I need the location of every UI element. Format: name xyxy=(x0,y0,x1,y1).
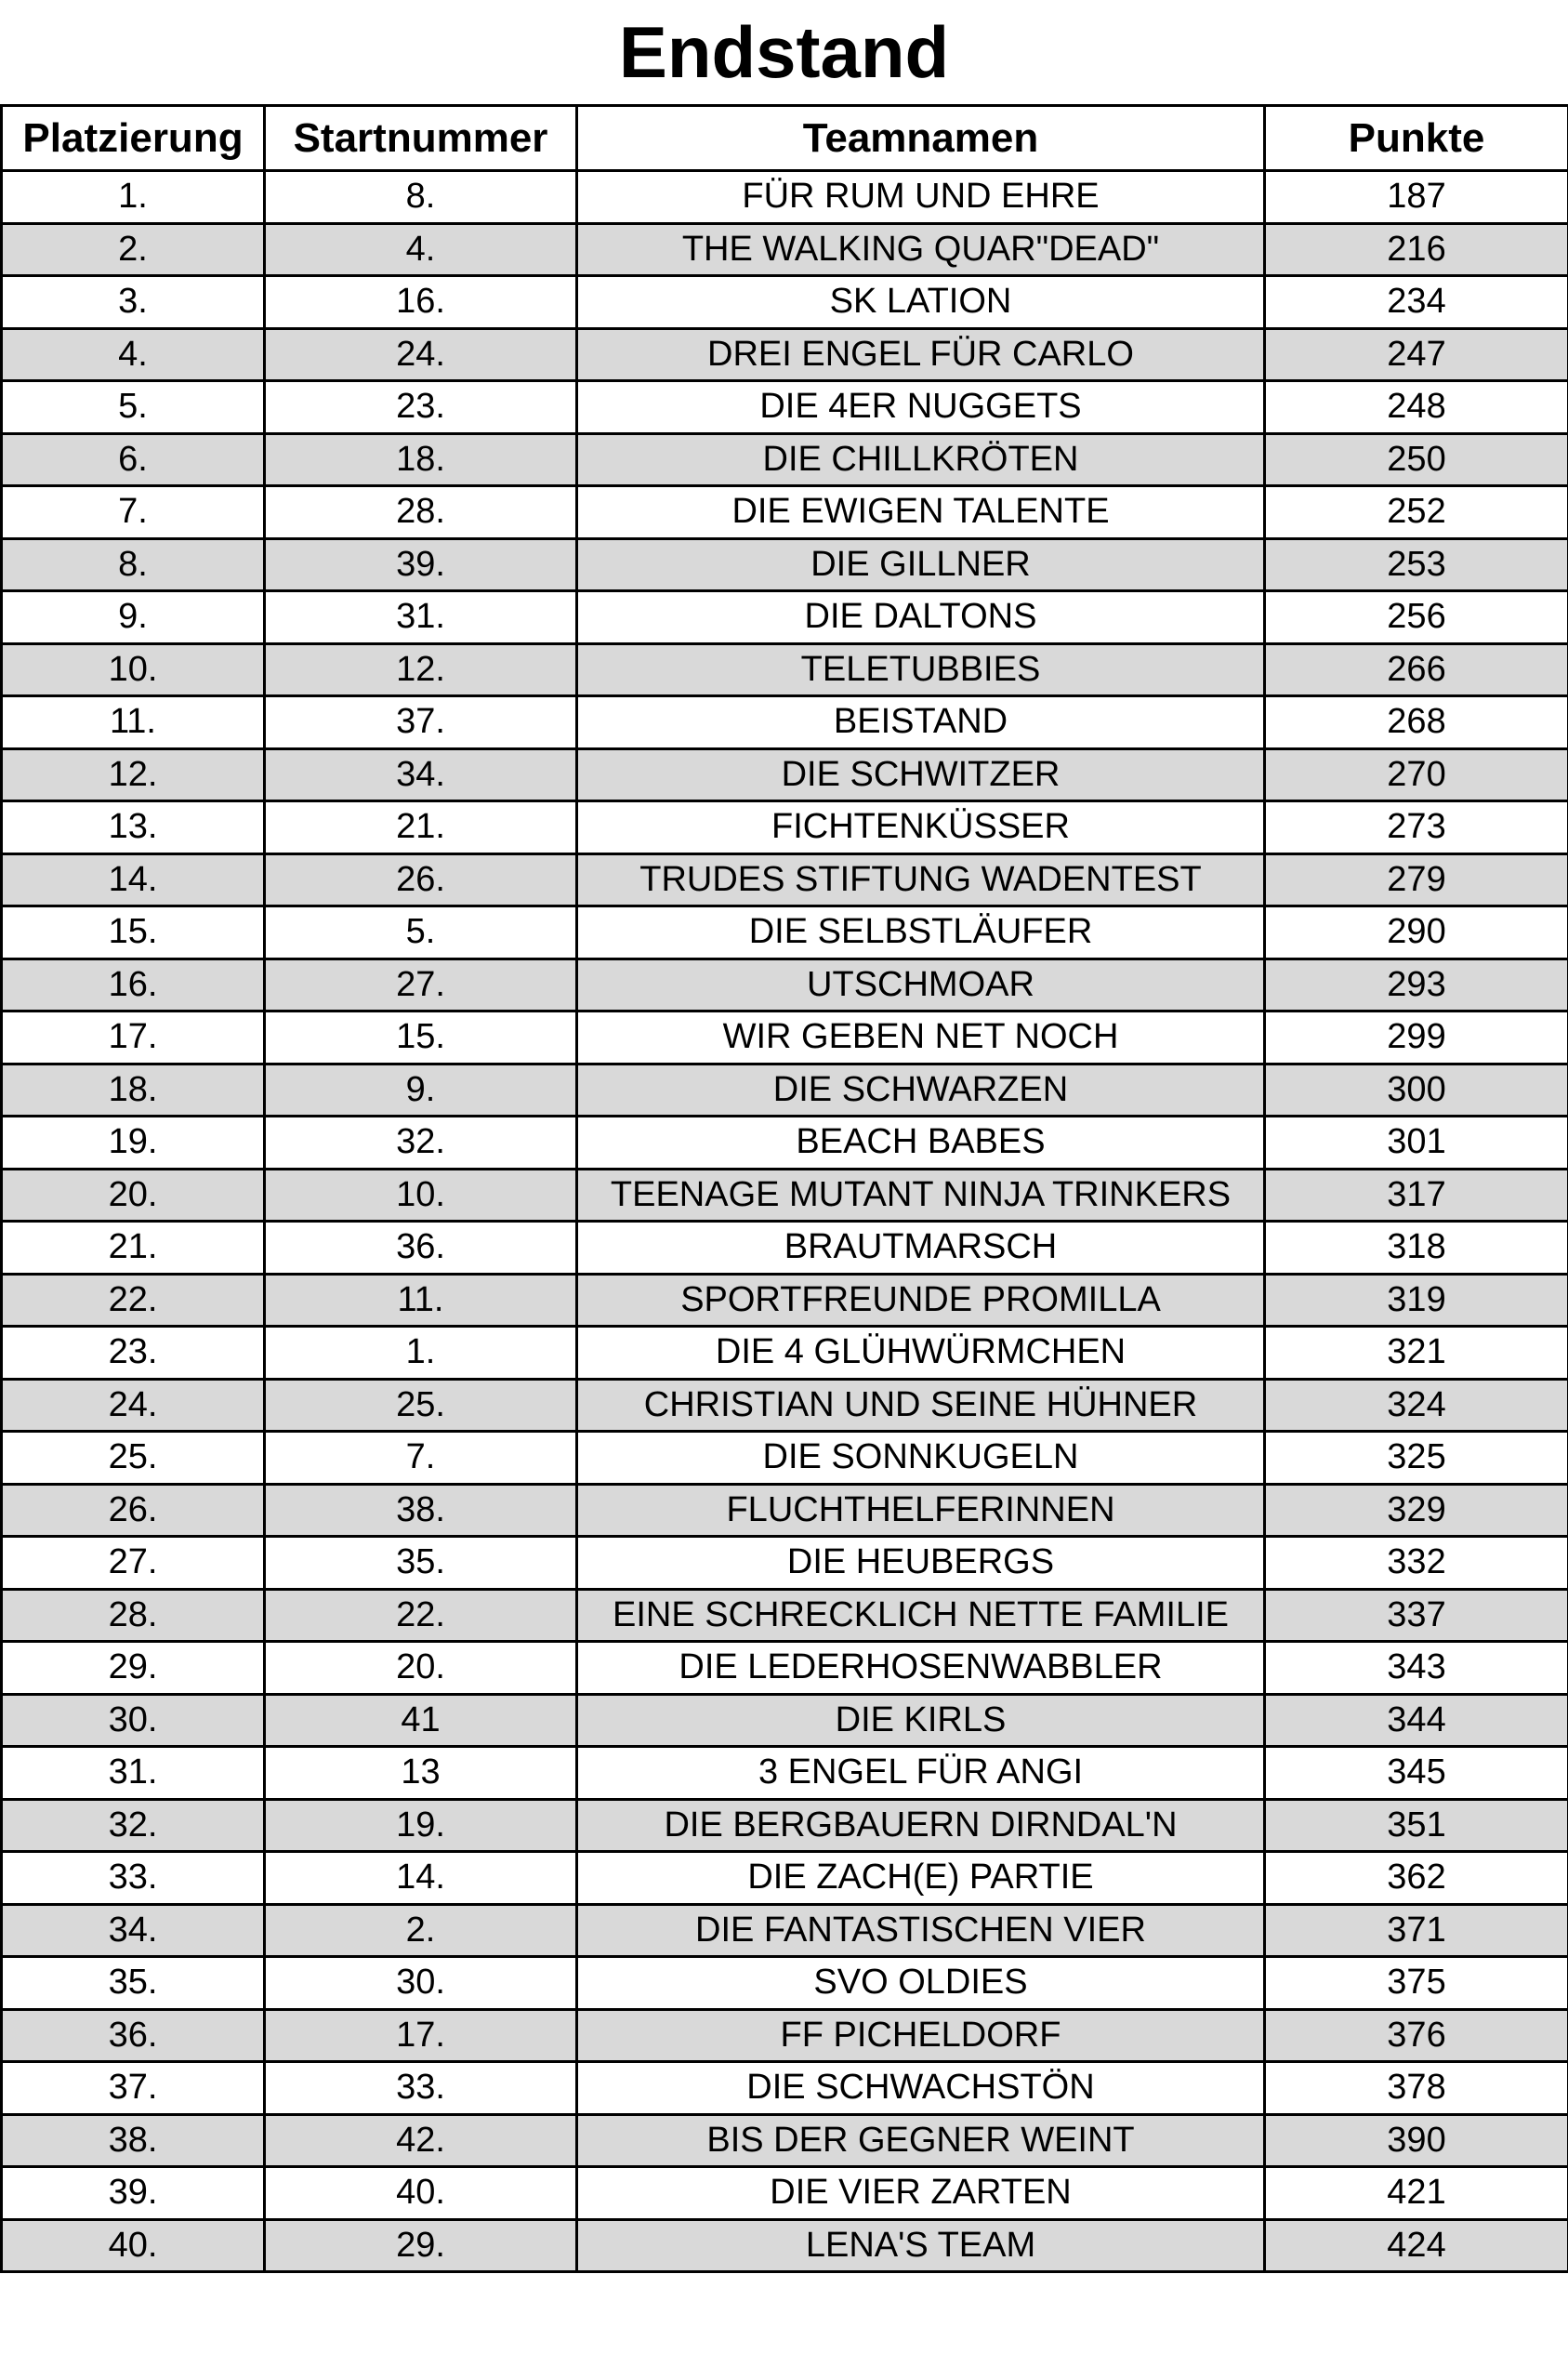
table-row xyxy=(2,223,1568,276)
table-row xyxy=(2,696,1568,749)
placement-cell: 29. xyxy=(2,1642,265,1695)
points-cell: 300 xyxy=(1265,1064,1568,1117)
team-name-cell: FÜR RUM UND EHRE xyxy=(577,171,1265,224)
start-number-cell: 14. xyxy=(265,1852,577,1905)
start-number-cell: 24. xyxy=(265,328,577,381)
points-cell: 293 xyxy=(1265,959,1568,1012)
team-name-cell: FLUCHTHELFERINNEN xyxy=(577,1484,1265,1537)
start-number-cell: 40. xyxy=(265,2167,577,2220)
placement-cell: 27. xyxy=(2,1537,265,1590)
table-row xyxy=(2,1747,1568,1800)
results-table xyxy=(0,104,1568,2273)
points-cell: 344 xyxy=(1265,1694,1568,1747)
start-number-cell: 12. xyxy=(265,643,577,696)
points-cell: 252 xyxy=(1265,486,1568,539)
team-name-cell: 3 ENGEL FÜR ANGI xyxy=(577,1747,1265,1800)
team-name-cell: CHRISTIAN UND SEINE HÜHNER xyxy=(577,1379,1265,1432)
team-name-cell: DIE SONNKUGELN xyxy=(577,1432,1265,1485)
placement-cell: 9. xyxy=(2,591,265,644)
column-header-placement: Platzierung xyxy=(2,106,265,171)
team-name-cell: SPORTFREUNDE PROMILLA xyxy=(577,1274,1265,1327)
points-cell: 250 xyxy=(1265,433,1568,486)
start-number-cell: 7. xyxy=(265,1432,577,1485)
team-name-cell: DIE LEDERHOSENWABBLER xyxy=(577,1642,1265,1695)
placement-cell: 5. xyxy=(2,381,265,434)
table-row xyxy=(2,1117,1568,1170)
table-row xyxy=(2,959,1568,1012)
start-number-cell: 10. xyxy=(265,1169,577,1222)
points-cell: 187 xyxy=(1265,171,1568,224)
placement-cell: 33. xyxy=(2,1852,265,1905)
table-row xyxy=(2,1012,1568,1064)
placement-cell: 37. xyxy=(2,2062,265,2115)
points-cell: 362 xyxy=(1265,1852,1568,1905)
start-number-cell: 39. xyxy=(265,538,577,591)
table-row xyxy=(2,276,1568,329)
team-name-cell: BEISTAND xyxy=(577,696,1265,749)
team-name-cell: DIE CHILLKRÖTEN xyxy=(577,433,1265,486)
team-name-cell: BEACH BABES xyxy=(577,1117,1265,1170)
table-row xyxy=(2,1274,1568,1327)
points-cell: 390 xyxy=(1265,2114,1568,2167)
placement-cell: 8. xyxy=(2,538,265,591)
points-cell: 325 xyxy=(1265,1432,1568,1485)
table-row xyxy=(2,381,1568,434)
column-header-team-name: Teamnamen xyxy=(577,106,1265,171)
table-row xyxy=(2,486,1568,539)
placement-cell: 1. xyxy=(2,171,265,224)
placement-cell: 31. xyxy=(2,1747,265,1800)
placement-cell: 13. xyxy=(2,801,265,854)
points-cell: 270 xyxy=(1265,748,1568,801)
points-cell: 290 xyxy=(1265,906,1568,959)
column-header-start-number: Startnummer xyxy=(265,106,577,171)
team-name-cell: DIE KIRLS xyxy=(577,1694,1265,1747)
table-row xyxy=(2,1694,1568,1747)
placement-cell: 19. xyxy=(2,1117,265,1170)
points-cell: 345 xyxy=(1265,1747,1568,1800)
start-number-cell: 1. xyxy=(265,1327,577,1380)
points-cell: 256 xyxy=(1265,591,1568,644)
table-row xyxy=(2,1799,1568,1852)
team-name-cell: DIE HEUBERGS xyxy=(577,1537,1265,1590)
team-name-cell: DIE 4ER NUGGETS xyxy=(577,381,1265,434)
table-row xyxy=(2,1589,1568,1642)
team-name-cell: SK LATION xyxy=(577,276,1265,329)
points-cell: 318 xyxy=(1265,1222,1568,1275)
start-number-cell: 31. xyxy=(265,591,577,644)
table-row xyxy=(2,1957,1568,2010)
placement-cell: 36. xyxy=(2,2009,265,2062)
start-number-cell: 19. xyxy=(265,1799,577,1852)
placement-cell: 30. xyxy=(2,1694,265,1747)
table-row xyxy=(2,643,1568,696)
placement-cell: 11. xyxy=(2,696,265,749)
team-name-cell: SVO OLDIES xyxy=(577,1957,1265,2010)
points-cell: 351 xyxy=(1265,1799,1568,1852)
table-row xyxy=(2,906,1568,959)
points-cell: 253 xyxy=(1265,538,1568,591)
team-name-cell: DIE 4 GLÜHWÜRMCHEN xyxy=(577,1327,1265,1380)
team-name-cell: DIE SELBSTLÄUFER xyxy=(577,906,1265,959)
placement-cell: 6. xyxy=(2,433,265,486)
start-number-cell: 5. xyxy=(265,906,577,959)
table-header-row xyxy=(2,106,1568,171)
start-number-cell: 20. xyxy=(265,1642,577,1695)
points-cell: 324 xyxy=(1265,1379,1568,1432)
table-row xyxy=(2,1222,1568,1275)
table-row xyxy=(2,1327,1568,1380)
team-name-cell: DIE DALTONS xyxy=(577,591,1265,644)
start-number-cell: 8. xyxy=(265,171,577,224)
team-name-cell: DIE SCHWARZEN xyxy=(577,1064,1265,1117)
placement-cell: 21. xyxy=(2,1222,265,1275)
placement-cell: 12. xyxy=(2,748,265,801)
points-cell: 424 xyxy=(1265,2219,1568,2272)
points-cell: 321 xyxy=(1265,1327,1568,1380)
points-cell: 268 xyxy=(1265,696,1568,749)
points-cell: 301 xyxy=(1265,1117,1568,1170)
points-cell: 247 xyxy=(1265,328,1568,381)
placement-cell: 25. xyxy=(2,1432,265,1485)
table-row xyxy=(2,2219,1568,2272)
points-cell: 266 xyxy=(1265,643,1568,696)
placement-cell: 26. xyxy=(2,1484,265,1537)
points-cell: 329 xyxy=(1265,1484,1568,1537)
start-number-cell: 23. xyxy=(265,381,577,434)
points-cell: 279 xyxy=(1265,853,1568,906)
page-title: Endstand xyxy=(618,11,950,93)
placement-cell: 38. xyxy=(2,2114,265,2167)
placement-cell: 34. xyxy=(2,1904,265,1957)
start-number-cell: 15. xyxy=(265,1012,577,1064)
points-cell: 421 xyxy=(1265,2167,1568,2220)
start-number-cell: 2. xyxy=(265,1904,577,1957)
points-cell: 234 xyxy=(1265,276,1568,329)
placement-cell: 35. xyxy=(2,1957,265,2010)
placement-cell: 14. xyxy=(2,853,265,906)
team-name-cell: DIE ZACH(E) PARTIE xyxy=(577,1852,1265,1905)
table-row xyxy=(2,171,1568,224)
team-name-cell: DIE SCHWITZER xyxy=(577,748,1265,801)
start-number-cell: 35. xyxy=(265,1537,577,1590)
points-cell: 317 xyxy=(1265,1169,1568,1222)
table-row xyxy=(2,801,1568,854)
table-row xyxy=(2,748,1568,801)
placement-cell: 40. xyxy=(2,2219,265,2272)
placement-cell: 4. xyxy=(2,328,265,381)
points-cell: 371 xyxy=(1265,1904,1568,1957)
start-number-cell: 17. xyxy=(265,2009,577,2062)
placement-cell: 10. xyxy=(2,643,265,696)
points-cell: 343 xyxy=(1265,1642,1568,1695)
start-number-cell: 26. xyxy=(265,853,577,906)
start-number-cell: 21. xyxy=(265,801,577,854)
team-name-cell: FF PICHELDORF xyxy=(577,2009,1265,2062)
team-name-cell: DIE SCHWACHSTÖN xyxy=(577,2062,1265,2115)
placement-cell: 39. xyxy=(2,2167,265,2220)
start-number-cell: 38. xyxy=(265,1484,577,1537)
team-name-cell: BRAUTMARSCH xyxy=(577,1222,1265,1275)
start-number-cell: 36. xyxy=(265,1222,577,1275)
team-name-cell: DIE VIER ZARTEN xyxy=(577,2167,1265,2220)
table-row xyxy=(2,433,1568,486)
start-number-cell: 29. xyxy=(265,2219,577,2272)
team-name-cell: BIS DER GEGNER WEINT xyxy=(577,2114,1265,2167)
column-header-points: Punkte xyxy=(1265,106,1568,171)
team-name-cell: EINE SCHRECKLICH NETTE FAMILIE xyxy=(577,1589,1265,1642)
start-number-cell: 41 xyxy=(265,1694,577,1747)
placement-cell: 22. xyxy=(2,1274,265,1327)
team-name-cell: WIR GEBEN NET NOCH xyxy=(577,1012,1265,1064)
placement-cell: 2. xyxy=(2,223,265,276)
start-number-cell: 30. xyxy=(265,1957,577,2010)
start-number-cell: 9. xyxy=(265,1064,577,1117)
table-row xyxy=(2,1904,1568,1957)
team-name-cell: TELETUBBIES xyxy=(577,643,1265,696)
placement-cell: 32. xyxy=(2,1799,265,1852)
placement-cell: 18. xyxy=(2,1064,265,1117)
start-number-cell: 33. xyxy=(265,2062,577,2115)
points-cell: 337 xyxy=(1265,1589,1568,1642)
start-number-cell: 18. xyxy=(265,433,577,486)
start-number-cell: 22. xyxy=(265,1589,577,1642)
table-row xyxy=(2,1537,1568,1590)
team-name-cell: TRUDES STIFTUNG WADENTEST xyxy=(577,853,1265,906)
points-cell: 273 xyxy=(1265,801,1568,854)
team-name-cell: DIE BERGBAUERN DIRNDAL'N xyxy=(577,1799,1265,1852)
team-name-cell: UTSCHMOAR xyxy=(577,959,1265,1012)
start-number-cell: 11. xyxy=(265,1274,577,1327)
table-row xyxy=(2,1484,1568,1537)
placement-cell: 15. xyxy=(2,906,265,959)
table-row xyxy=(2,328,1568,381)
points-cell: 375 xyxy=(1265,1957,1568,2010)
placement-cell: 28. xyxy=(2,1589,265,1642)
team-name-cell: DIE GILLNER xyxy=(577,538,1265,591)
placement-cell: 20. xyxy=(2,1169,265,1222)
placement-cell: 24. xyxy=(2,1379,265,1432)
table-row xyxy=(2,1432,1568,1485)
table-row xyxy=(2,591,1568,644)
points-cell: 248 xyxy=(1265,381,1568,434)
start-number-cell: 34. xyxy=(265,748,577,801)
placement-cell: 3. xyxy=(2,276,265,329)
start-number-cell: 27. xyxy=(265,959,577,1012)
start-number-cell: 16. xyxy=(265,276,577,329)
points-cell: 376 xyxy=(1265,2009,1568,2062)
start-number-cell: 25. xyxy=(265,1379,577,1432)
team-name-cell: DIE EWIGEN TALENTE xyxy=(577,486,1265,539)
table-row xyxy=(2,1642,1568,1695)
start-number-cell: 42. xyxy=(265,2114,577,2167)
placement-cell: 7. xyxy=(2,486,265,539)
table-body xyxy=(2,171,1568,2272)
table-row xyxy=(2,2114,1568,2167)
team-name-cell: LENA'S TEAM xyxy=(577,2219,1265,2272)
start-number-cell: 13 xyxy=(265,1747,577,1800)
team-name-cell: DIE FANTASTISCHEN VIER xyxy=(577,1904,1265,1957)
table-row xyxy=(2,1169,1568,1222)
placement-cell: 17. xyxy=(2,1012,265,1064)
table-row xyxy=(2,2167,1568,2220)
placement-cell: 16. xyxy=(2,959,265,1012)
points-cell: 378 xyxy=(1265,2062,1568,2115)
table-row xyxy=(2,1379,1568,1432)
points-cell: 216 xyxy=(1265,223,1568,276)
table-row xyxy=(2,538,1568,591)
team-name-cell: THE WALKING QUAR"DEAD" xyxy=(577,223,1265,276)
table-row xyxy=(2,1064,1568,1117)
team-name-cell: FICHTENKÜSSER xyxy=(577,801,1265,854)
start-number-cell: 4. xyxy=(265,223,577,276)
points-cell: 299 xyxy=(1265,1012,1568,1064)
team-name-cell: DREI ENGEL FÜR CARLO xyxy=(577,328,1265,381)
points-cell: 319 xyxy=(1265,1274,1568,1327)
start-number-cell: 28. xyxy=(265,486,577,539)
start-number-cell: 37. xyxy=(265,696,577,749)
table-row xyxy=(2,2062,1568,2115)
table-row xyxy=(2,2009,1568,2062)
points-cell: 332 xyxy=(1265,1537,1568,1590)
team-name-cell: TEENAGE MUTANT NINJA TRINKERS xyxy=(577,1169,1265,1222)
placement-cell: 23. xyxy=(2,1327,265,1380)
start-number-cell: 32. xyxy=(265,1117,577,1170)
table-row xyxy=(2,853,1568,906)
table-row xyxy=(2,1852,1568,1905)
